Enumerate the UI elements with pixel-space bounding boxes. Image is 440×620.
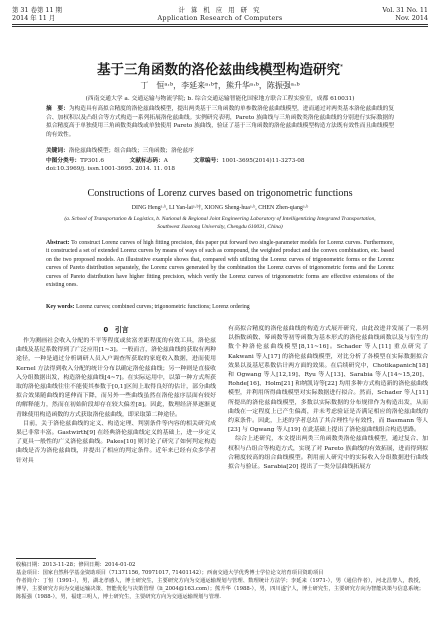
footnote-received: 收稿日期：2013-11-28；修回日期：2014-01-02 [16, 562, 136, 568]
body-paragraph: 有高拟合精度的洛伦兹曲线的构造方式展开研究，由此改进并发展了一系列以指数函数、幂函数等初等函数为基本形式的洛伦兹曲线函数以及与衍生的数个种洛伦兹曲线模型[8,11~16]。Schader 等人[11] 重点研究了 Kakwani 等人[17] 的洛伦兹曲线模型，对比分析了各模型在实际数据拟合效果以及基尼系数估计两方面的效果。在后续研究中，Chotikapanich[18] 和 Ogwang 等人[12,19]、Ryu 等人[13]、Sarabia 等人[14~15,20]、Rohde[16]、Holm[21] 和纳凯诗等[22] 均用多种方式构造新的洛伦兹曲线模型，并利用所得曲线模型对实际数据进行拟合。然而，Schader 等人[11] 所提出的洛伦兹曲线模型，多数以实际数据的分布规律作为构造出发，从而曲线在一定程度上已产生偏离，并未考虑验证是否满足相应的洛伦兹曲线的约束条件。因此，上述的学者总结了其合理性与有效性，而 Basmann 等人[23] 与 Ogwang 等人[19] 在此基础上提出了洛伦兹曲线组合构造思路。 [228, 326, 428, 434]
body-column-right [228, 325, 428, 472]
header-issue-en: Vol. 31 No. 11 [382, 6, 428, 14]
author-list: 丁 恒ᵃ·ᵇ，李延来ᵃ·ᵇ†，熊升华ᵃ·ᵇ，陈振强ᵃ·ᵇ [140, 81, 300, 90]
body-paragraph: 综合上述研究，本文提出两类三角函数类洛伦兹曲线模型，通过复合、加权积与凸组合等构造方式，实现了对 Pareto 族曲线的有效拓展，进而得到拟合精度较高的组合曲线模型。利用前人研究中的实际收入分组数据进行曲线拟合与验证。Sarabia[20] 提出了一类分层曲线拓展方 [228, 436, 428, 471]
english-authors: DING Hengᵃ·ᵇ, LI Yan-laiᵃ·ᵇ†, XIONG Sheng-huaᵃ·ᵇ, CHEN Zhen-qiangᵃ·ᵇ [131, 205, 309, 211]
doc-code-label: 文献标志码： [129, 158, 164, 164]
header-rule-thin [12, 26, 428, 27]
body-column-left [16, 325, 216, 466]
affiliation: (西南交通大学 a. 交通运输与物流学院; b. 综合交通运输智能化国家地方联合工程实验室，成都 610031) [85, 96, 355, 102]
journal-name-en: Application Research of Computers [157, 14, 283, 22]
section-heading-introduction: 0 引言 [103, 326, 129, 334]
journal-name-cn: 计 算 机 应 用 研 究 [178, 6, 262, 14]
body-paragraph: 目前，关于洛伦兹曲线的定义、构造定理、判别条件等内容的相关研究成果已非常丰富。Gastwirth[9] 在经典洛伦兹曲线定义的基础上，进一步定义了更具一般性的广义洛伦兹曲线。Pakes[10] 则讨论了研究了如何判定构造曲线是否为洛伦兹曲线，并提出了相应的判定条件。近年来已经有众多学者针对具 [16, 420, 216, 464]
english-abstract-text: To construct Lorenz curves of high fitting precision, this paper put forward two single-parameter models for Lorenz curves. Furthermore, it constructed a set of extended Lorenz curves by means of ways of such as compound, the weighted product and the convex combination, etc. based on the two proposed models. An illustrative example shows that, compared with utilizing the Lorenz curves of trigonometric forms or the Lorenz curves of Pareto distribution separately, the Lorenz curves generated by the combination the Lorenz curves of trigonometric forms and the Lorenz curves of Pareto distribution have higher fitting precision, which verify the Lorenz curves of trigonometric forms are effective extensions of the existing ones. [46, 240, 394, 289]
english-affiliation: (a. School of Transportation & Logistics, b. National & Regional Joint Engineering Laboratory of Intelligentizing Integrated Transportation, Southwest Jiaotong University, Chengdu 610031, China) [64, 216, 376, 230]
footnote-fund: 基金项目：国家自然科学基金资助项目（71371156, 70971017, 71401142）；西南交通大学优秀博士学位论文培育项目资助项目 [16, 570, 324, 576]
keywords-cn [46, 147, 394, 156]
english-title: Constructions of Lorenz curves based on trigonometric functions [87, 188, 353, 199]
clc-value: TP301.6 [80, 158, 105, 164]
footnote-author-bio: 作者简介：丁恒（1991-），男，湖北孝感人，博士研究生，主要研究方向为交通运输规划与管理、数理统计方法学；李延来（1971-），男（通信作者），河北昌黎人，教授，博导，主要研究方向为交通运输决策、智能优化与决策管理（li_2004@163.com）；熊升华（1988-），男，四川遂宁人，博士研究生，主要研究方向为智能决策与信息系统；陈振强（1988-），男，福建三明人，博士研究生，主要研究方向为交通运输规划与管理. [16, 578, 424, 600]
header-date: 2014 年 11 月 [12, 14, 56, 22]
article-number-value: 1001-3695(2014)11-3273-08 [221, 158, 305, 164]
paper-title [0, 58, 440, 78]
clc-label: 中图分类号： [46, 158, 81, 164]
header-rule [12, 24, 428, 25]
doi[interactable]: doi:10.3969/j. issn.1001-3695. 2014. 11. 018 [46, 166, 176, 172]
article-number-label: 文章编号： [193, 158, 222, 164]
keywords-label: 关键词： [46, 148, 69, 154]
header-journal [12, 6, 428, 22]
abstract-cn [46, 105, 394, 139]
keywords-en [46, 303, 394, 311]
title-footnote-mark: * [340, 63, 343, 71]
abstract-text: 为构造具有高拟合精度的洛伦兹曲线模型，提出两类基于三角函数的单参数洛伦兹曲线模型，进而通过对两类基本洛伦兹曲线的复合、加权积以及凸组合等方式构造一系列拓展洛伦兹曲线。实例研究表明，Pareto 族曲线与三角函数类洛伦兹曲线的分别进行实际数据的拟合精度高于单独使用三角函数类曲线或单独使用 Pareto 族曲线，验证了基于三角函数的洛伦兹曲线模型构造方法既有效性而且曲线模型的有效性。 [46, 106, 395, 138]
abstract-label: 摘 要： [46, 106, 69, 112]
header-volume-en [382, 6, 428, 22]
footnote-rule [16, 558, 96, 559]
english-keywords-text: Lorenz curves; combined curves; trigonometric functions; Lorenz ordering [75, 304, 250, 310]
keywords-text: 洛伦兹曲线模型；组合曲线；三角函数；洛伦兹序 [68, 148, 194, 154]
doc-code-value: A [163, 158, 168, 164]
abstract-en [46, 239, 394, 289]
header-date-en: Nov. 2014 [395, 14, 428, 22]
paper-title-text: 基于三角函数的洛伦兹曲线模型构造研究 [97, 62, 340, 78]
body-paragraph: 作为测画社会收入分配的不平等程度或贫富差距程度的有效工具，洛伦兹曲线及基尼系数得到了广泛应用[1~3]。一般而言，洛伦兹曲线的获取有两种途径，一种是通过分析调研人员入户调查所获取的家庭收入数据，进而使用 Kernel 方法得到收入分配的统计分布以确定洛伦兹曲线；另一种则是直接收入分组数据出发，构造洛伦兹曲线[4~7]。在实际运用中，以第一种方式所获取的洛伦兹曲线往往不能使其参数于[0,1]区间上取得良好的估计，部分曲线拟合效果随曲线的延伸而下降，而另外一些曲线虽然在洛伦兹序层面有较好的解释能力，然而在初始阶段却存在较大偏差[8]。因此，数理经济界逐渐更青睐使用构造函数的方式获取洛伦兹曲线，即采取第二种途径。 [16, 338, 216, 418]
english-abstract-label: Abstract: [46, 240, 70, 246]
footnote [16, 561, 424, 601]
header-issue: 第 31 卷第 11 期 [12, 6, 62, 14]
english-keywords-label: Key words: [46, 304, 75, 310]
